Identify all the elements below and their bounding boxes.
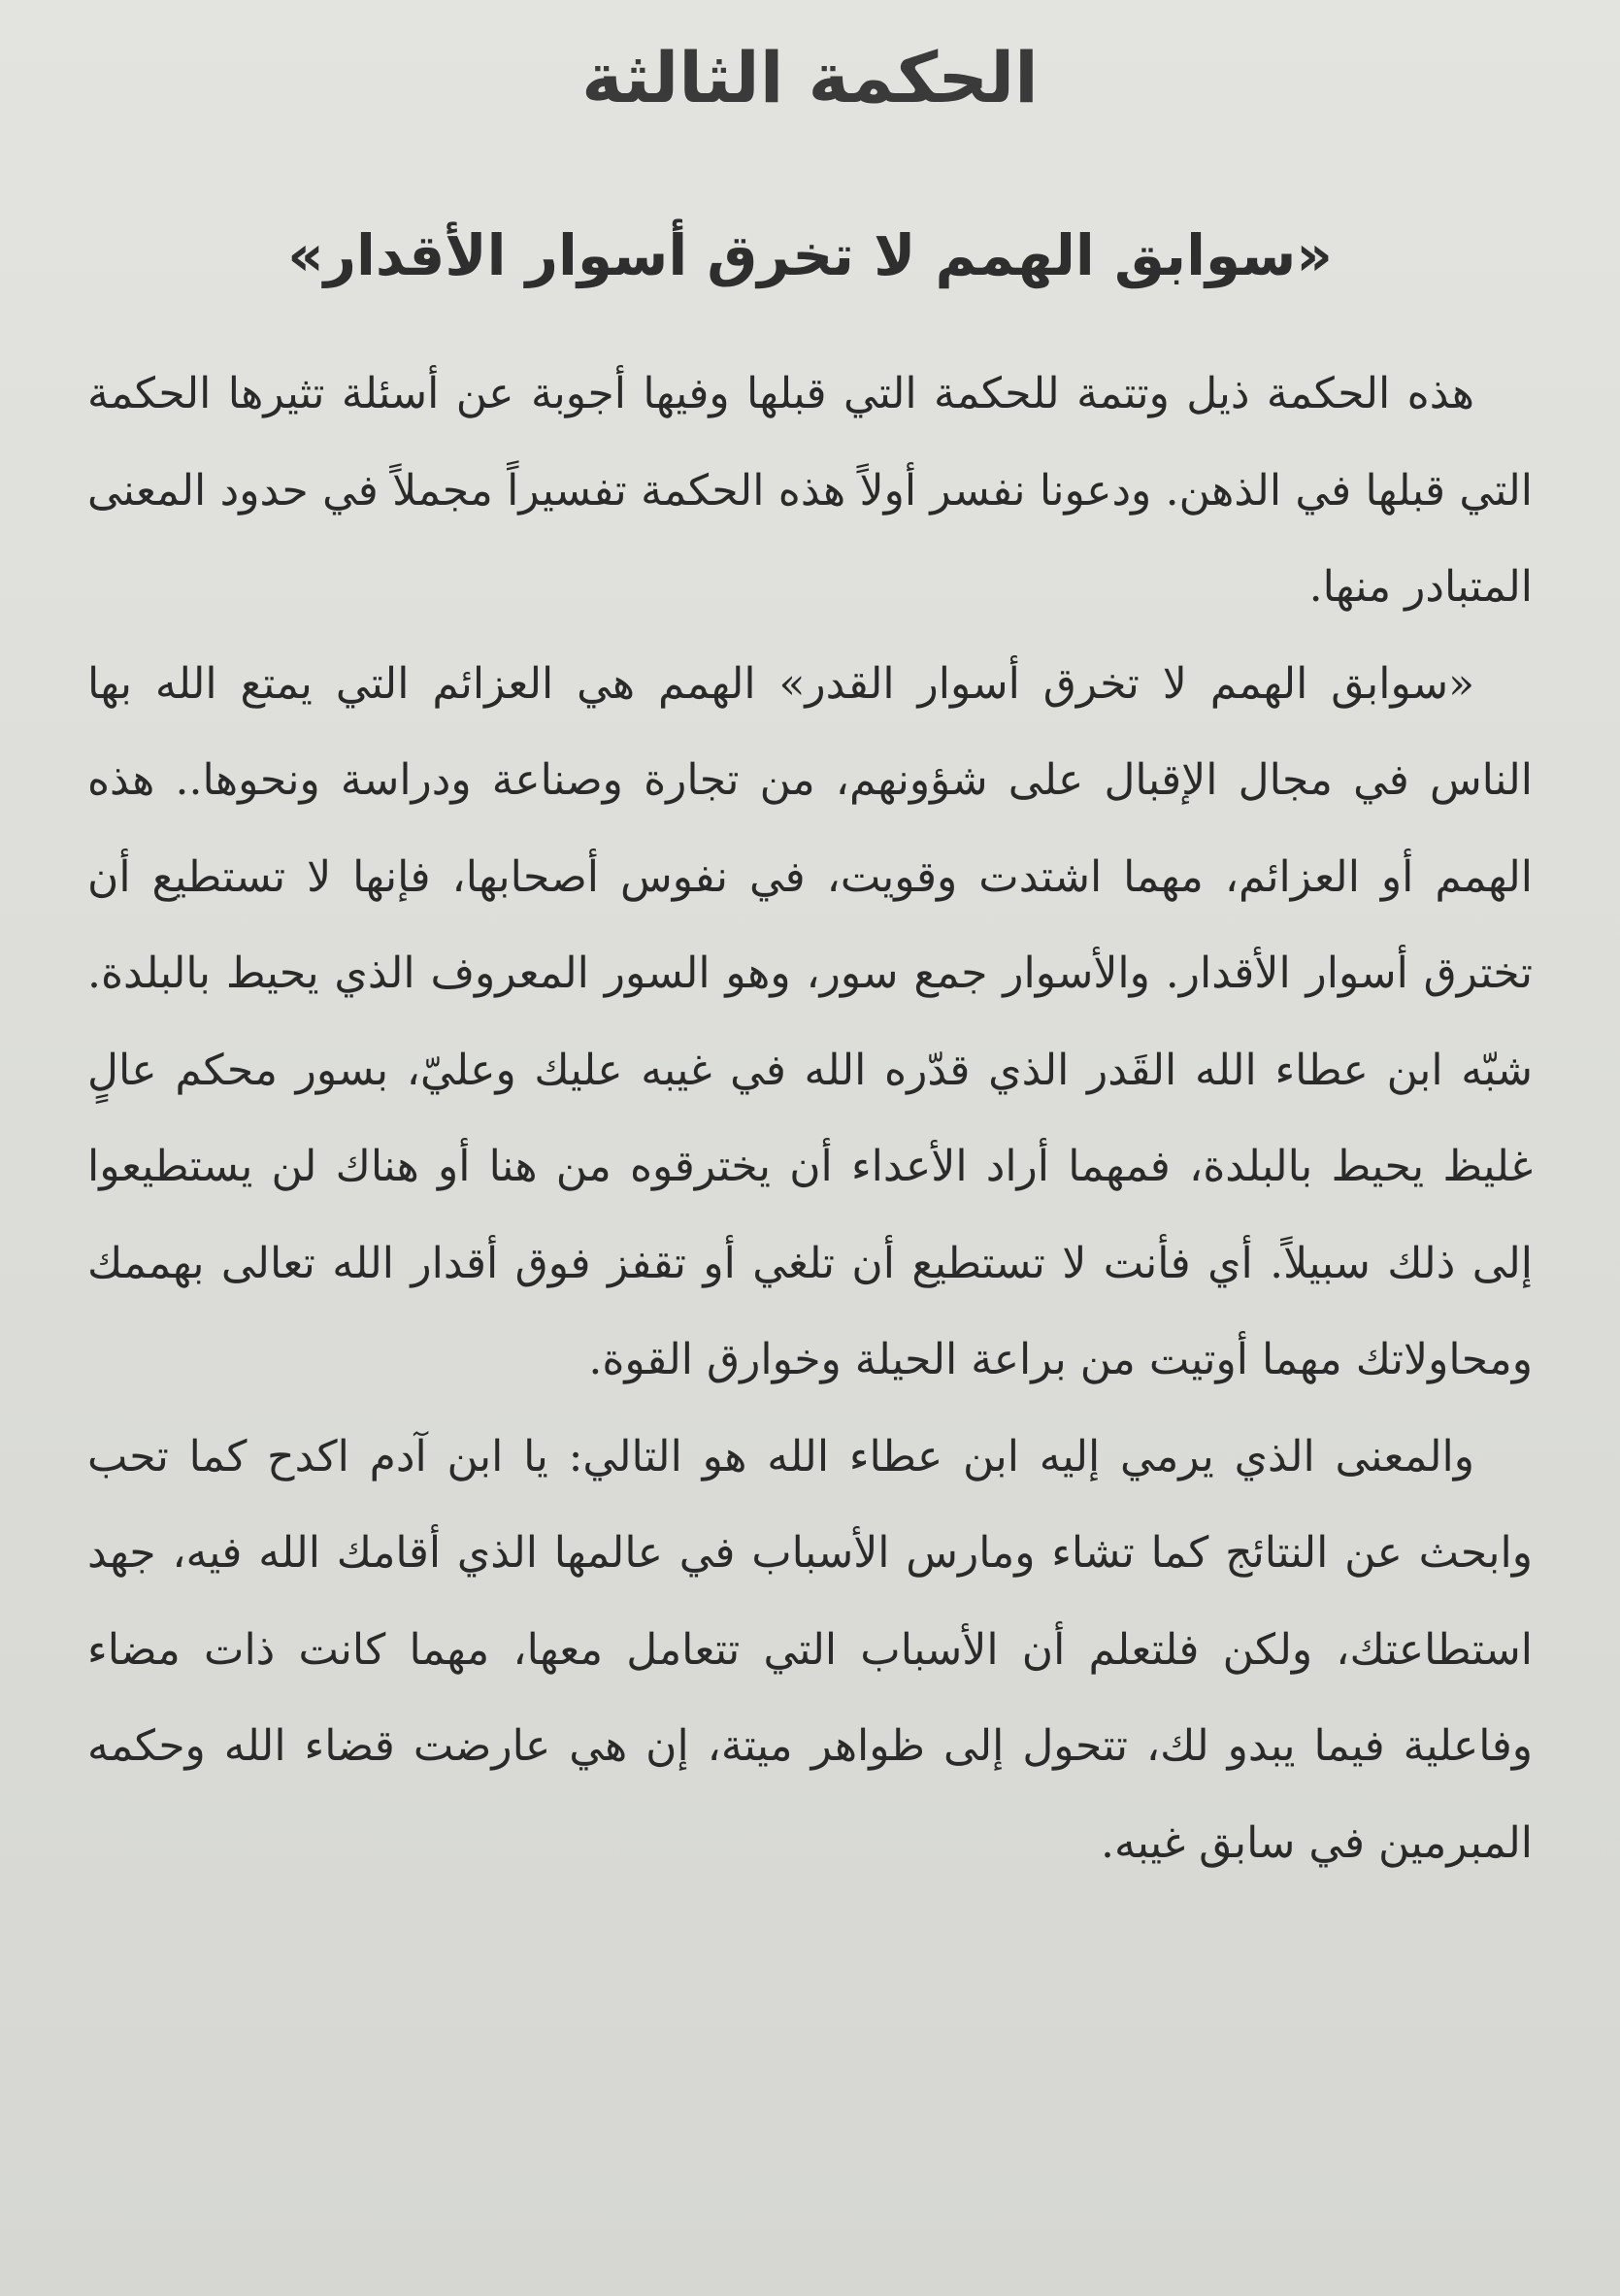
paragraph-3: والمعنى الذي يرمي إليه ابن عطاء الله هو التالي: يا ابن آدم اكدح كما تحب وابحث عن النتائج كما تشاء ومارس الأسباب في عالمها الذي أقامك الله فيه، جهد استطاعتك، ولكن فلتعلم أن الأسباب التي تتعامل معها، مهما كانت ذات مضاء وفاعلية فيما يبدو لك، تتحول إلى ظواهر ميتة، إن هي عارضت قضاء الله وحكمه المبرمين في سابق غيبه. (87, 1431, 1533, 1868)
chapter-subtitle: «سوابق الهمم لا تخرق أسوار الأقدار» (287, 222, 1333, 288)
chapter-title: الحكمة الثالثة (581, 37, 1039, 118)
paragraph-2: «سوابق الهمم لا تخرق أسوار القدر» الهمم هي العزائم التي يمتع الله بها الناس في مجال الإقبال على شؤونهم، من تجارة وصناعة ودراسة ونحوها.. هذه الهمم أو العزائم، مهما اشتدت وقويت، في نفوس أصحابها، فإنها لا تستطيع أن تخترق أسوار الأقدار. والأسوار جمع سور، وهو السور المعروف الذي يحيط بالبلدة. شبّه ابن عطاء الله القَدر الذي قدّره الله في غيبه عليك وعليّ، بسور محكم عالٍ غليظ يحيط بالبلدة، فمهما أراد الأعداء أن يخترقوه من هنا أو هناك لن يستطيعوا إلى ذلك سبيلاً. أي فأنت لا تستطيع أن تلغي أو تقفز فوق أقدار الله تعالى بهممك ومحاولاتك مهما أوتيت من براعة الحيلة وخوارق القوة. (87, 658, 1534, 1384)
paragraph-1: هذه الحكمة ذيل وتتمة للحكمة التي قبلها وفيها أجوبة عن أسئلة تثيرها الحكمة التي قبلها في الذهن. ودعونا نفسر أولاً هذه الحكمة تفسيراً مجملاً في حدود المعنى المتبادر منها. (87, 369, 1533, 612)
body-text (87, 346, 1533, 1891)
